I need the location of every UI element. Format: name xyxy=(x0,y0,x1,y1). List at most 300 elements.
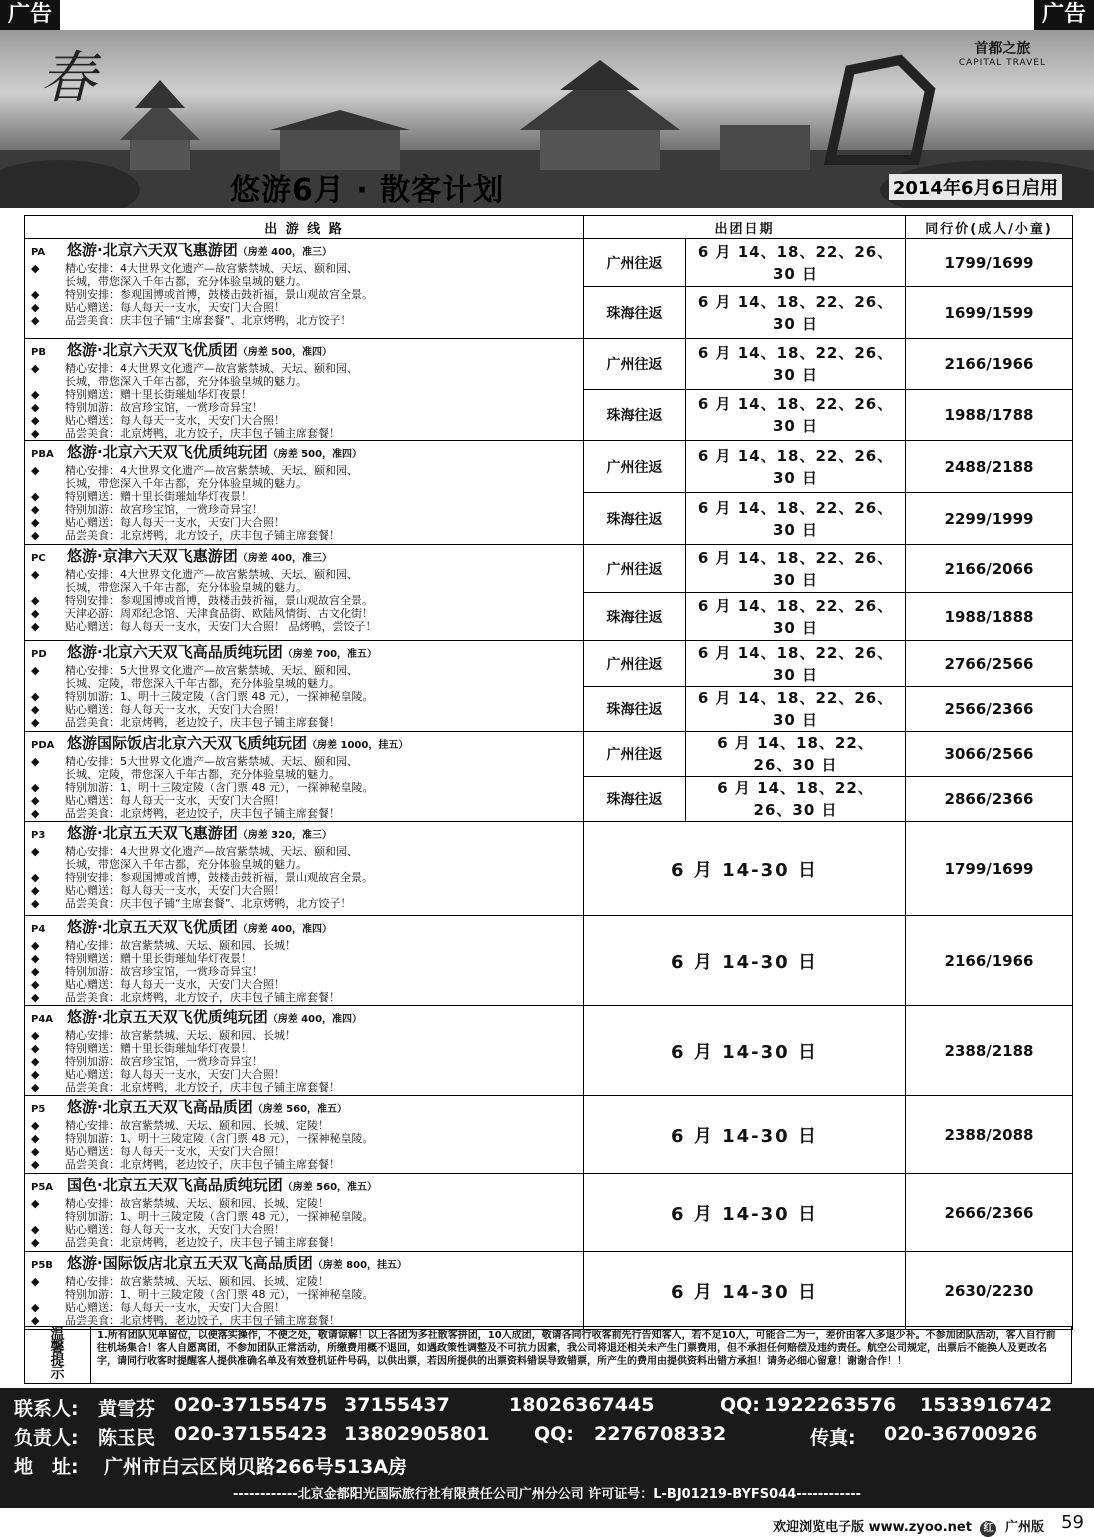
price-cell: 2566/2366 xyxy=(906,687,1073,732)
table-row xyxy=(25,545,1073,593)
table-row xyxy=(25,1006,1073,1096)
effective-date: 2014年6月6日启用 xyxy=(889,174,1062,200)
feature-text: 品尝美食：庆丰包子铺“主席套餐”、北京烤鸭，北方饺子！ xyxy=(65,314,352,327)
route-feature xyxy=(31,362,579,375)
dates-line-1: 6 月 14、18、22、26、 xyxy=(697,643,894,662)
diamond-bullet-icon: ◆ xyxy=(31,1081,40,1094)
feature-text: 品尝美食：北京烤鸭，北方饺子，庆丰包子铺主席套餐！ xyxy=(65,991,340,1004)
diamond-bullet-icon: ◆ xyxy=(31,288,40,301)
diamond-bullet-icon: ◆ xyxy=(31,965,40,978)
price-cell: 3066/2566 xyxy=(906,732,1073,777)
diamond-bullet-icon: ◆ xyxy=(31,845,40,858)
dates-line-1: 6 月 14、18、22、26、 xyxy=(697,446,894,465)
route-feature xyxy=(31,716,579,729)
price-cell: 2299/1999 xyxy=(906,493,1073,545)
route-feature xyxy=(31,427,579,440)
route-title-line xyxy=(31,1176,579,1197)
price-cell: 1699/1599 xyxy=(906,287,1073,339)
departure-dates xyxy=(686,732,906,777)
route-room-note: （房差 1000，挂五） xyxy=(307,740,409,751)
diamond-bullet-icon: ◆ xyxy=(31,703,40,716)
dates-line-2: 30 日 xyxy=(772,468,819,487)
route-feature xyxy=(31,664,579,677)
table-row xyxy=(25,441,1073,493)
tips-label-char: 提 xyxy=(50,1353,65,1369)
route-title: 悠游·北京六天双飞优质团 xyxy=(67,341,238,359)
price-cell: 1799/1699 xyxy=(906,239,1073,287)
route-feature xyxy=(31,503,579,516)
route-feature xyxy=(31,939,579,952)
diamond-bullet-icon: ◆ xyxy=(31,1055,40,1068)
diamond-bullet-icon: ◆ xyxy=(31,978,40,991)
diamond-bullet-icon: ◆ xyxy=(31,1236,40,1249)
feature-text: 精心安排：4大世界文化遗产—故宫紫禁城、天坛、颐和园、 xyxy=(65,262,358,275)
table-row xyxy=(25,732,1073,777)
route-cell xyxy=(25,1174,584,1252)
feature-text: 特别加游：故宫珍宝馆，一赏珍奇异宝！ xyxy=(65,1055,263,1068)
departure-date-range: 6 月 14-30 日 xyxy=(584,1006,906,1096)
address-text: 广州市白云区岗贝路266号513A房 xyxy=(104,1456,408,1478)
feature-text: 特别赠送：赠十里长街璀灿华灯夜景！ xyxy=(65,490,252,503)
departure-dates xyxy=(686,239,906,287)
route-room-note: （房差 560，准五） xyxy=(282,1182,378,1193)
feature-text: 特别加游：故宫珍宝馆，一赏珍奇异宝！ xyxy=(65,503,263,516)
route-cell xyxy=(25,916,584,1006)
route-feature xyxy=(31,1236,579,1249)
route-feature xyxy=(31,1145,579,1158)
route-feature xyxy=(31,884,579,897)
route-feature xyxy=(31,965,579,978)
route-feature xyxy=(31,1158,579,1171)
feature-text: 贴心赠送：每人每天一支水，天安门大合照！ xyxy=(65,1068,285,1081)
diamond-bullet-icon: ◆ xyxy=(31,1145,40,1158)
route-feature xyxy=(31,1081,579,1094)
feature-text: 贴心赠送：每人每天一支水，天安门大合照！ xyxy=(65,884,285,897)
price-cell: 1988/1888 xyxy=(906,593,1073,641)
feature-text: 特别加游：1、明十三陵定陵（含门票 48 元），一探神秘皇陵。 xyxy=(65,1132,374,1145)
manager-tel: 020-37155423 xyxy=(174,1423,328,1445)
price-cell: 2866/2366 xyxy=(906,777,1073,822)
route-code: P5 xyxy=(31,1104,46,1115)
departure-date-range: 6 月 14-30 日 xyxy=(584,916,906,1006)
feature-text: 精心安排：4大世界文化遗产—故宫紫禁城、天坛、颐和园、 xyxy=(65,464,358,477)
route-code: PBA xyxy=(31,449,54,460)
route-cell xyxy=(25,1096,584,1174)
dates-line-1: 6 月 14、18、22、26、 xyxy=(697,498,894,517)
tips-label-char: 温 xyxy=(50,1327,65,1343)
feature-text: 长城，带您深入千年古都，充分体验皇城的魅力。 xyxy=(65,581,307,594)
route-feature xyxy=(31,1055,579,1068)
site-url[interactable]: www.zyoo.net xyxy=(868,1520,972,1535)
route-feature xyxy=(31,620,579,633)
route-title: 悠游·京津六天双飞惠游团 xyxy=(67,547,238,565)
route-title: 国色·北京五天双飞高品质纯玩团 xyxy=(67,1176,283,1194)
route-room-note: （房差 400，准四） xyxy=(237,924,333,935)
feature-text: 贴心赠送：每人每天一支水，天安门大合照！ xyxy=(65,1223,285,1236)
route-feature xyxy=(31,375,579,388)
route-feature xyxy=(31,401,579,414)
departure-city: 珠海往返 xyxy=(584,777,686,822)
route-feature xyxy=(31,1275,579,1288)
route-title-line xyxy=(31,341,579,362)
route-room-note: （房差 320，准三） xyxy=(237,830,333,841)
route-room-note: （房差 500，准四） xyxy=(237,347,333,358)
route-feature xyxy=(31,568,579,581)
route-code: P4 xyxy=(31,924,46,935)
route-feature xyxy=(31,781,579,794)
diamond-bullet-icon: ◆ xyxy=(31,620,40,633)
route-cell xyxy=(25,339,584,441)
feature-text: 精心安排：4大世界文化遗产—故宫紫禁城、天坛、颐和园、 xyxy=(65,362,358,375)
col-route-header: 出 游 线 路 xyxy=(25,216,584,239)
route-feature xyxy=(31,464,579,477)
page-number: 59 xyxy=(1061,1512,1084,1533)
departure-date-range: 6 月 14-30 日 xyxy=(584,822,906,916)
contact-name: 黄雪芬 xyxy=(98,1398,156,1420)
dates-line-2: 30 日 xyxy=(772,520,819,539)
route-title-line xyxy=(31,1254,579,1275)
departure-city: 广州往返 xyxy=(584,239,686,287)
diamond-bullet-icon: ◆ xyxy=(31,1132,40,1145)
contact-tel2: 37155437 xyxy=(344,1394,450,1416)
table-row xyxy=(25,822,1073,916)
page-title: 悠游6月 · 散客计划 xyxy=(230,173,505,208)
feature-text: 贴心赠送：每人每天一支水，天安门大合照！ xyxy=(65,794,285,807)
route-feature xyxy=(31,1132,579,1145)
price-cell: 2488/2188 xyxy=(906,441,1073,493)
route-feature xyxy=(31,952,579,965)
diamond-bullet-icon: ◆ xyxy=(31,991,40,1004)
price-cell: 2388/2088 xyxy=(906,1096,1073,1174)
price-cell: 2388/2188 xyxy=(906,1006,1073,1096)
route-feature xyxy=(31,1119,579,1132)
route-feature xyxy=(31,690,579,703)
route-feature xyxy=(31,529,579,542)
tips-label-char: 示 xyxy=(50,1366,65,1382)
dates-line-2: 30 日 xyxy=(772,665,819,684)
route-title-line xyxy=(31,734,579,755)
diamond-bullet-icon: ◆ xyxy=(31,781,40,794)
feature-text: 特别加游：1、明十三陵定陵（含门票 48 元），一探神秘皇陵。 xyxy=(65,1210,374,1223)
feature-text: 贴心赠送：每人每天一支水，天安门大合照！ xyxy=(65,301,285,314)
warm-tips xyxy=(24,1326,1072,1384)
departure-dates xyxy=(686,339,906,390)
diamond-bullet-icon: ◆ xyxy=(31,884,40,897)
route-feature xyxy=(31,768,579,781)
diamond-bullet-icon: ◆ xyxy=(31,794,40,807)
route-title-line xyxy=(31,824,579,845)
itinerary-table xyxy=(24,215,1073,1330)
dates-line-1: 6 月 14、18、22、 xyxy=(717,779,874,797)
dates-line-2: 26、30 日 xyxy=(753,801,838,819)
diamond-bullet-icon: ◆ xyxy=(31,1029,40,1042)
feature-text: 精心安排：4大世界文化遗产—故宫紫禁城、天坛、颐和园、 xyxy=(65,568,358,581)
departure-dates xyxy=(686,641,906,687)
route-feature xyxy=(31,794,579,807)
qq1: 1922263576 xyxy=(764,1394,897,1416)
route-title-line xyxy=(31,547,579,568)
diamond-bullet-icon: ◆ xyxy=(31,952,40,965)
feature-text: 贴心赠送：每人每天一支水，天安门大合照！ xyxy=(65,703,285,716)
dates-line-2: 30 日 xyxy=(772,711,819,729)
ad-label-right: 广告 xyxy=(1034,0,1094,30)
route-cell xyxy=(25,239,584,339)
col-departure-header: 出团日期 xyxy=(584,216,906,239)
feature-text: 长城，带您深入千年古都，充分体验皇城的魅力。 xyxy=(65,858,307,871)
contact-label: 联系人: xyxy=(14,1398,79,1420)
dates-line-2: 30 日 xyxy=(772,366,819,384)
route-room-note: （房差 400，准三） xyxy=(237,247,333,258)
diamond-bullet-icon: ◆ xyxy=(31,490,40,503)
route-feature xyxy=(31,978,579,991)
departure-city: 广州往返 xyxy=(584,641,686,687)
diamond-bullet-icon: ◆ xyxy=(31,690,40,703)
feature-text: 品尝美食：庆丰包子铺“主席套餐”、北京烤鸭，北方饺子！ xyxy=(65,897,352,910)
route-room-note: （房差 500，准四） xyxy=(267,449,363,460)
departure-dates xyxy=(686,545,906,593)
feature-text: 天津必游：周邓纪念馆、天津食品街、欧陆风情街、古文化街！ xyxy=(65,607,373,620)
route-feature xyxy=(31,607,579,620)
diamond-bullet-icon: ◆ xyxy=(31,871,40,884)
route-room-note: （房差 800，挂五） xyxy=(312,1260,408,1271)
feature-text: 品尝美食：北京烤鸭，老边饺子，庆丰包子铺主席套餐！ xyxy=(65,716,340,729)
route-feature xyxy=(31,581,579,594)
dates-line-1: 6 月 14、18、22、26、 xyxy=(697,395,894,413)
route-title: 悠游·北京六天双飞优质纯玩团 xyxy=(67,443,268,461)
route-feature xyxy=(31,262,579,275)
diamond-bullet-icon: ◆ xyxy=(31,414,40,427)
feature-text: 精心安排：故宫紫禁城、天坛、颐和园、长城、定陵！ xyxy=(65,1197,329,1210)
col-price-header: 同行价(成人/小童) xyxy=(906,216,1073,239)
feature-text: 品尝美食：北京烤鸭，北方饺子，庆丰包子铺主席套餐！ xyxy=(65,1081,340,1094)
feature-text: 品尝美食：北京烤鸭，老边饺子，庆丰包子铺主席套餐！ xyxy=(65,1314,340,1327)
diamond-bullet-icon: ◆ xyxy=(31,529,40,542)
feature-text: 贴心赠送：每人每天一支水，天安门大合照！ xyxy=(65,516,285,529)
spring-calligraphy: 春 xyxy=(40,46,96,111)
route-feature xyxy=(31,314,579,327)
diamond-bullet-icon: ◆ xyxy=(31,503,40,516)
feature-text: 精心安排：故宫紫禁城、天坛、颐和园、长城、定陵！ xyxy=(65,1275,329,1288)
route-title: 悠游·北京六天双飞惠游团 xyxy=(67,241,238,259)
diamond-bullet-icon: ◆ xyxy=(31,314,40,327)
feature-text: 精心安排：故宫紫禁城、天坛、颐和园、长城！ xyxy=(65,1029,296,1042)
route-feature xyxy=(31,490,579,503)
price-cell: 2166/1966 xyxy=(906,339,1073,390)
site-info xyxy=(773,1516,1044,1537)
table-row xyxy=(25,1174,1073,1252)
diamond-bullet-icon: ◆ xyxy=(31,516,40,529)
table-row xyxy=(25,339,1073,390)
feature-text: 长城，带您深入千年古都，充分体验皇城的魅力。 xyxy=(65,275,307,288)
diamond-bullet-icon: ◆ xyxy=(31,664,40,677)
route-title: 悠游·北京五天双飞优质纯玩团 xyxy=(67,1008,268,1026)
departure-dates xyxy=(686,687,906,732)
diamond-bullet-icon: ◆ xyxy=(31,807,40,820)
diamond-bullet-icon: ◆ xyxy=(31,607,40,620)
route-title-line xyxy=(31,643,579,664)
diamond-bullet-icon: ◆ xyxy=(31,262,40,275)
route-title: 悠游·北京五天双飞惠游团 xyxy=(67,824,238,842)
feature-text: 特别加游：故宫珍宝馆，一赏珍奇异宝！ xyxy=(65,401,263,414)
route-feature xyxy=(31,897,579,910)
bottom-bar xyxy=(0,1508,1094,1538)
dates-line-2: 30 日 xyxy=(772,264,819,283)
departure-dates xyxy=(686,287,906,339)
feature-text: 特别加游：故宫珍宝馆，一赏珍奇异宝！ xyxy=(65,965,263,978)
route-feature xyxy=(31,477,579,490)
address-label: 地 址: xyxy=(14,1456,79,1478)
fax-number: 020-36700926 xyxy=(884,1423,1038,1445)
price-cell: 2666/2366 xyxy=(906,1174,1073,1252)
feature-text: 特别赠送：赠十里长街璀灿华灯夜景！ xyxy=(65,1042,252,1055)
feature-text: 特别赠送：赠十里长街璀灿华灯夜景！ xyxy=(65,388,252,401)
route-feature xyxy=(31,414,579,427)
feature-text: 贴心赠送：每人每天一支水，天安门大合照！ 品烤鸭，尝饺子！ xyxy=(65,620,377,633)
route-feature xyxy=(31,858,579,871)
feature-text: 贴心赠送：每人每天一支水，天安门大合照！ xyxy=(65,414,285,427)
route-code: P3 xyxy=(31,830,46,841)
feature-text: 特别加游：1、明十三陵定陵（含门票 48 元），一探神秘皇陵。 xyxy=(65,1288,374,1301)
route-title: 悠游·国际饭店北京五天双飞高品质团 xyxy=(67,1254,313,1272)
route-feature xyxy=(31,388,579,401)
feature-text: 贴心赠送：每人每天一支水，天安门大合照！ xyxy=(65,1301,285,1314)
departure-dates xyxy=(686,441,906,493)
route-feature xyxy=(31,1301,579,1314)
feature-text: 精心安排：故宫紫禁城、天坛、颐和园、长城！ xyxy=(65,939,296,952)
departure-city: 珠海往返 xyxy=(584,593,686,641)
route-cell xyxy=(25,822,584,916)
feature-text: 特别加游：1、明十三陵定陵（含门票 48 元），一探神秘皇陵。 xyxy=(65,690,374,703)
price-cell: 1988/1788 xyxy=(906,390,1073,441)
route-feature xyxy=(31,1042,579,1055)
diamond-bullet-icon: ◆ xyxy=(31,1068,40,1081)
departure-date-range: 6 月 14-30 日 xyxy=(584,1174,906,1252)
price-cell: 2166/2066 xyxy=(906,545,1073,593)
welcome-text: 欢迎浏览电子版 xyxy=(773,1520,865,1535)
diamond-bullet-icon: ◆ xyxy=(31,594,40,607)
route-feature xyxy=(31,1197,579,1210)
departure-dates xyxy=(686,493,906,545)
hero-banner xyxy=(0,30,1094,208)
departure-city: 广州往返 xyxy=(584,732,686,777)
feature-text: 长城，带您深入千年古都，充分体验皇城的魅力。 xyxy=(65,375,307,388)
route-title: 悠游·北京六天双飞高品质纯玩团 xyxy=(67,643,283,661)
feature-text: 精心安排：4大世界文化遗产—故宫紫禁城、天坛、颐和园、 xyxy=(65,845,358,858)
contact-footer xyxy=(0,1388,1094,1508)
feature-text: 品尝美食：北京烤鸭，北方饺子，庆丰包子铺主席套餐！ xyxy=(65,529,340,542)
departure-dates xyxy=(686,777,906,822)
dates-line-1: 6 月 14、18、22、26、 xyxy=(697,344,894,362)
diamond-bullet-icon: ◆ xyxy=(31,301,40,314)
route-room-note: （房差 560，准五） xyxy=(252,1104,348,1115)
route-code: PA xyxy=(31,247,46,258)
dates-line-1: 6 月 14、18、22、26、 xyxy=(697,596,894,615)
feature-text: 品尝美食：北京烤鸭，北方饺子，庆丰包子铺主席套餐！ xyxy=(65,427,340,440)
route-code: PDA xyxy=(31,740,55,751)
diamond-bullet-icon: ◆ xyxy=(31,1042,40,1055)
route-code: PB xyxy=(31,347,46,358)
departure-dates xyxy=(686,593,906,641)
route-title: 悠游国际饭店北京六天双飞质纯玩团 xyxy=(67,734,308,752)
diamond-bullet-icon: ◆ xyxy=(31,401,40,414)
diamond-bullet-icon: ◆ xyxy=(31,755,40,768)
route-feature xyxy=(31,275,579,288)
edition-text: 广州版 xyxy=(1004,1520,1044,1535)
diamond-bullet-icon: ◆ xyxy=(31,464,40,477)
manager-name: 陈玉民 xyxy=(98,1427,156,1449)
table-row xyxy=(25,916,1073,1006)
departure-city: 珠海往返 xyxy=(584,687,686,732)
departure-city: 珠海往返 xyxy=(584,493,686,545)
contact-mobile: 18026367445 xyxy=(509,1394,655,1416)
table-row xyxy=(25,239,1073,287)
departure-date-range: 6 月 14-30 日 xyxy=(584,1252,906,1330)
tips-label-char: 馨 xyxy=(50,1340,65,1356)
route-code: P5A xyxy=(31,1182,54,1193)
diamond-bullet-icon: ◆ xyxy=(31,362,40,375)
price-cell: 2166/1966 xyxy=(906,916,1073,1006)
diamond-bullet-icon: ◆ xyxy=(31,1119,40,1132)
departure-city: 广州往返 xyxy=(584,545,686,593)
route-room-note: （房差 400，准三） xyxy=(237,553,333,564)
route-feature xyxy=(31,288,579,301)
route-feature xyxy=(31,677,579,690)
departure-city: 广州往返 xyxy=(584,339,686,390)
diamond-bullet-icon: ◆ xyxy=(31,1314,40,1327)
contact-tel1: 020-37155475 xyxy=(174,1394,328,1416)
route-feature xyxy=(31,755,579,768)
feature-text: 精心安排：5大世界文化遗产—故宫紫禁城、天坛、颐和园、 xyxy=(65,755,358,768)
brand-logo xyxy=(959,38,1046,68)
diamond-bullet-icon: ◆ xyxy=(31,897,40,910)
departure-city: 珠海往返 xyxy=(584,287,686,339)
table-row xyxy=(25,641,1073,687)
red-badge-icon: 红 xyxy=(980,1521,996,1537)
feature-text: 精心安排：故宫紫禁城、天坛、颐和园、长城、定陵！ xyxy=(65,1119,329,1132)
feature-text: 贴心赠送：每人每天一支水，天安门大合照！ xyxy=(65,978,285,991)
feature-text: 特别加游：1、明十三陵定陵（含门票 48 元），一探神秘皇陵。 xyxy=(65,781,374,794)
route-feature xyxy=(31,871,579,884)
tips-label xyxy=(25,1327,91,1383)
diamond-bullet-icon: ◆ xyxy=(31,1197,40,1210)
tips-text: 1.所有团队见单留位，以便落实操作，不便之处，敬请谅解！以上各团为多社散客拼团，10人成团，敬请各同行收客前先行告知客人，若不足10人，可能合二为一，差价由客人多退少补。不参加团队活动，客人自行前往机场集合！客人自愿离团，不参加团队正常活动，所缴费用概不退回，如遇政策性调整及不可抗力因素，我公司将退还相关未产生门票费用，但不承担任何赔偿及违约责任。航空公司规定，出票后不能换人及更改名字，请同行收客时提醒客人提供准确名单及有效登机证件号码，以供出票，若因所提供的出票资料错误导致错票，所产生的费用由提供资料出错方承担！请务必细心留意！谢谢合作！！ xyxy=(97,1330,1056,1367)
route-title: 悠游·北京五天双飞优质团 xyxy=(67,918,238,936)
route-code: P4A xyxy=(31,1014,54,1025)
dates-line-2: 30 日 xyxy=(772,618,819,637)
feature-text: 品尝美食：北京烤鸭，老边饺子，庆丰包子铺主席套餐！ xyxy=(65,1158,340,1171)
feature-text: 精心安排：5大世界文化遗产—故宫紫禁城、天坛、颐和园、 xyxy=(65,664,358,677)
feature-text: 特别安排：参观国博或首博，鼓楼击鼓祈福，景山观故宫全景。 xyxy=(65,594,373,607)
route-cell xyxy=(25,732,584,822)
route-feature xyxy=(31,1210,579,1223)
dates-line-2: 26、30 日 xyxy=(753,756,838,774)
route-feature xyxy=(31,1029,579,1042)
qq2: 1533916742 xyxy=(920,1394,1053,1416)
route-feature xyxy=(31,703,579,716)
feature-text: 长城、定陵，带您深入千年古都，充分体验皇城的魅力。 xyxy=(65,768,340,781)
route-code: PC xyxy=(31,553,46,564)
diamond-bullet-icon: ◆ xyxy=(31,1158,40,1171)
route-code: PD xyxy=(31,649,47,660)
route-cell xyxy=(25,545,584,641)
feature-text: 特别安排：参观国博或首博，鼓楼击鼓祈福，景山观故宫全景。 xyxy=(65,871,373,884)
qq-label: QQ: xyxy=(720,1394,760,1416)
price-cell: 2766/2566 xyxy=(906,641,1073,687)
dates-line-1: 6 月 14、18、22、 xyxy=(717,734,874,752)
ad-label-left: 广告 xyxy=(0,0,60,30)
route-room-note: （房差 400，准四） xyxy=(267,1014,363,1025)
feature-text: 特别安排：参观国博或首博，鼓楼击鼓祈福，景山观故宫全景。 xyxy=(65,288,373,301)
